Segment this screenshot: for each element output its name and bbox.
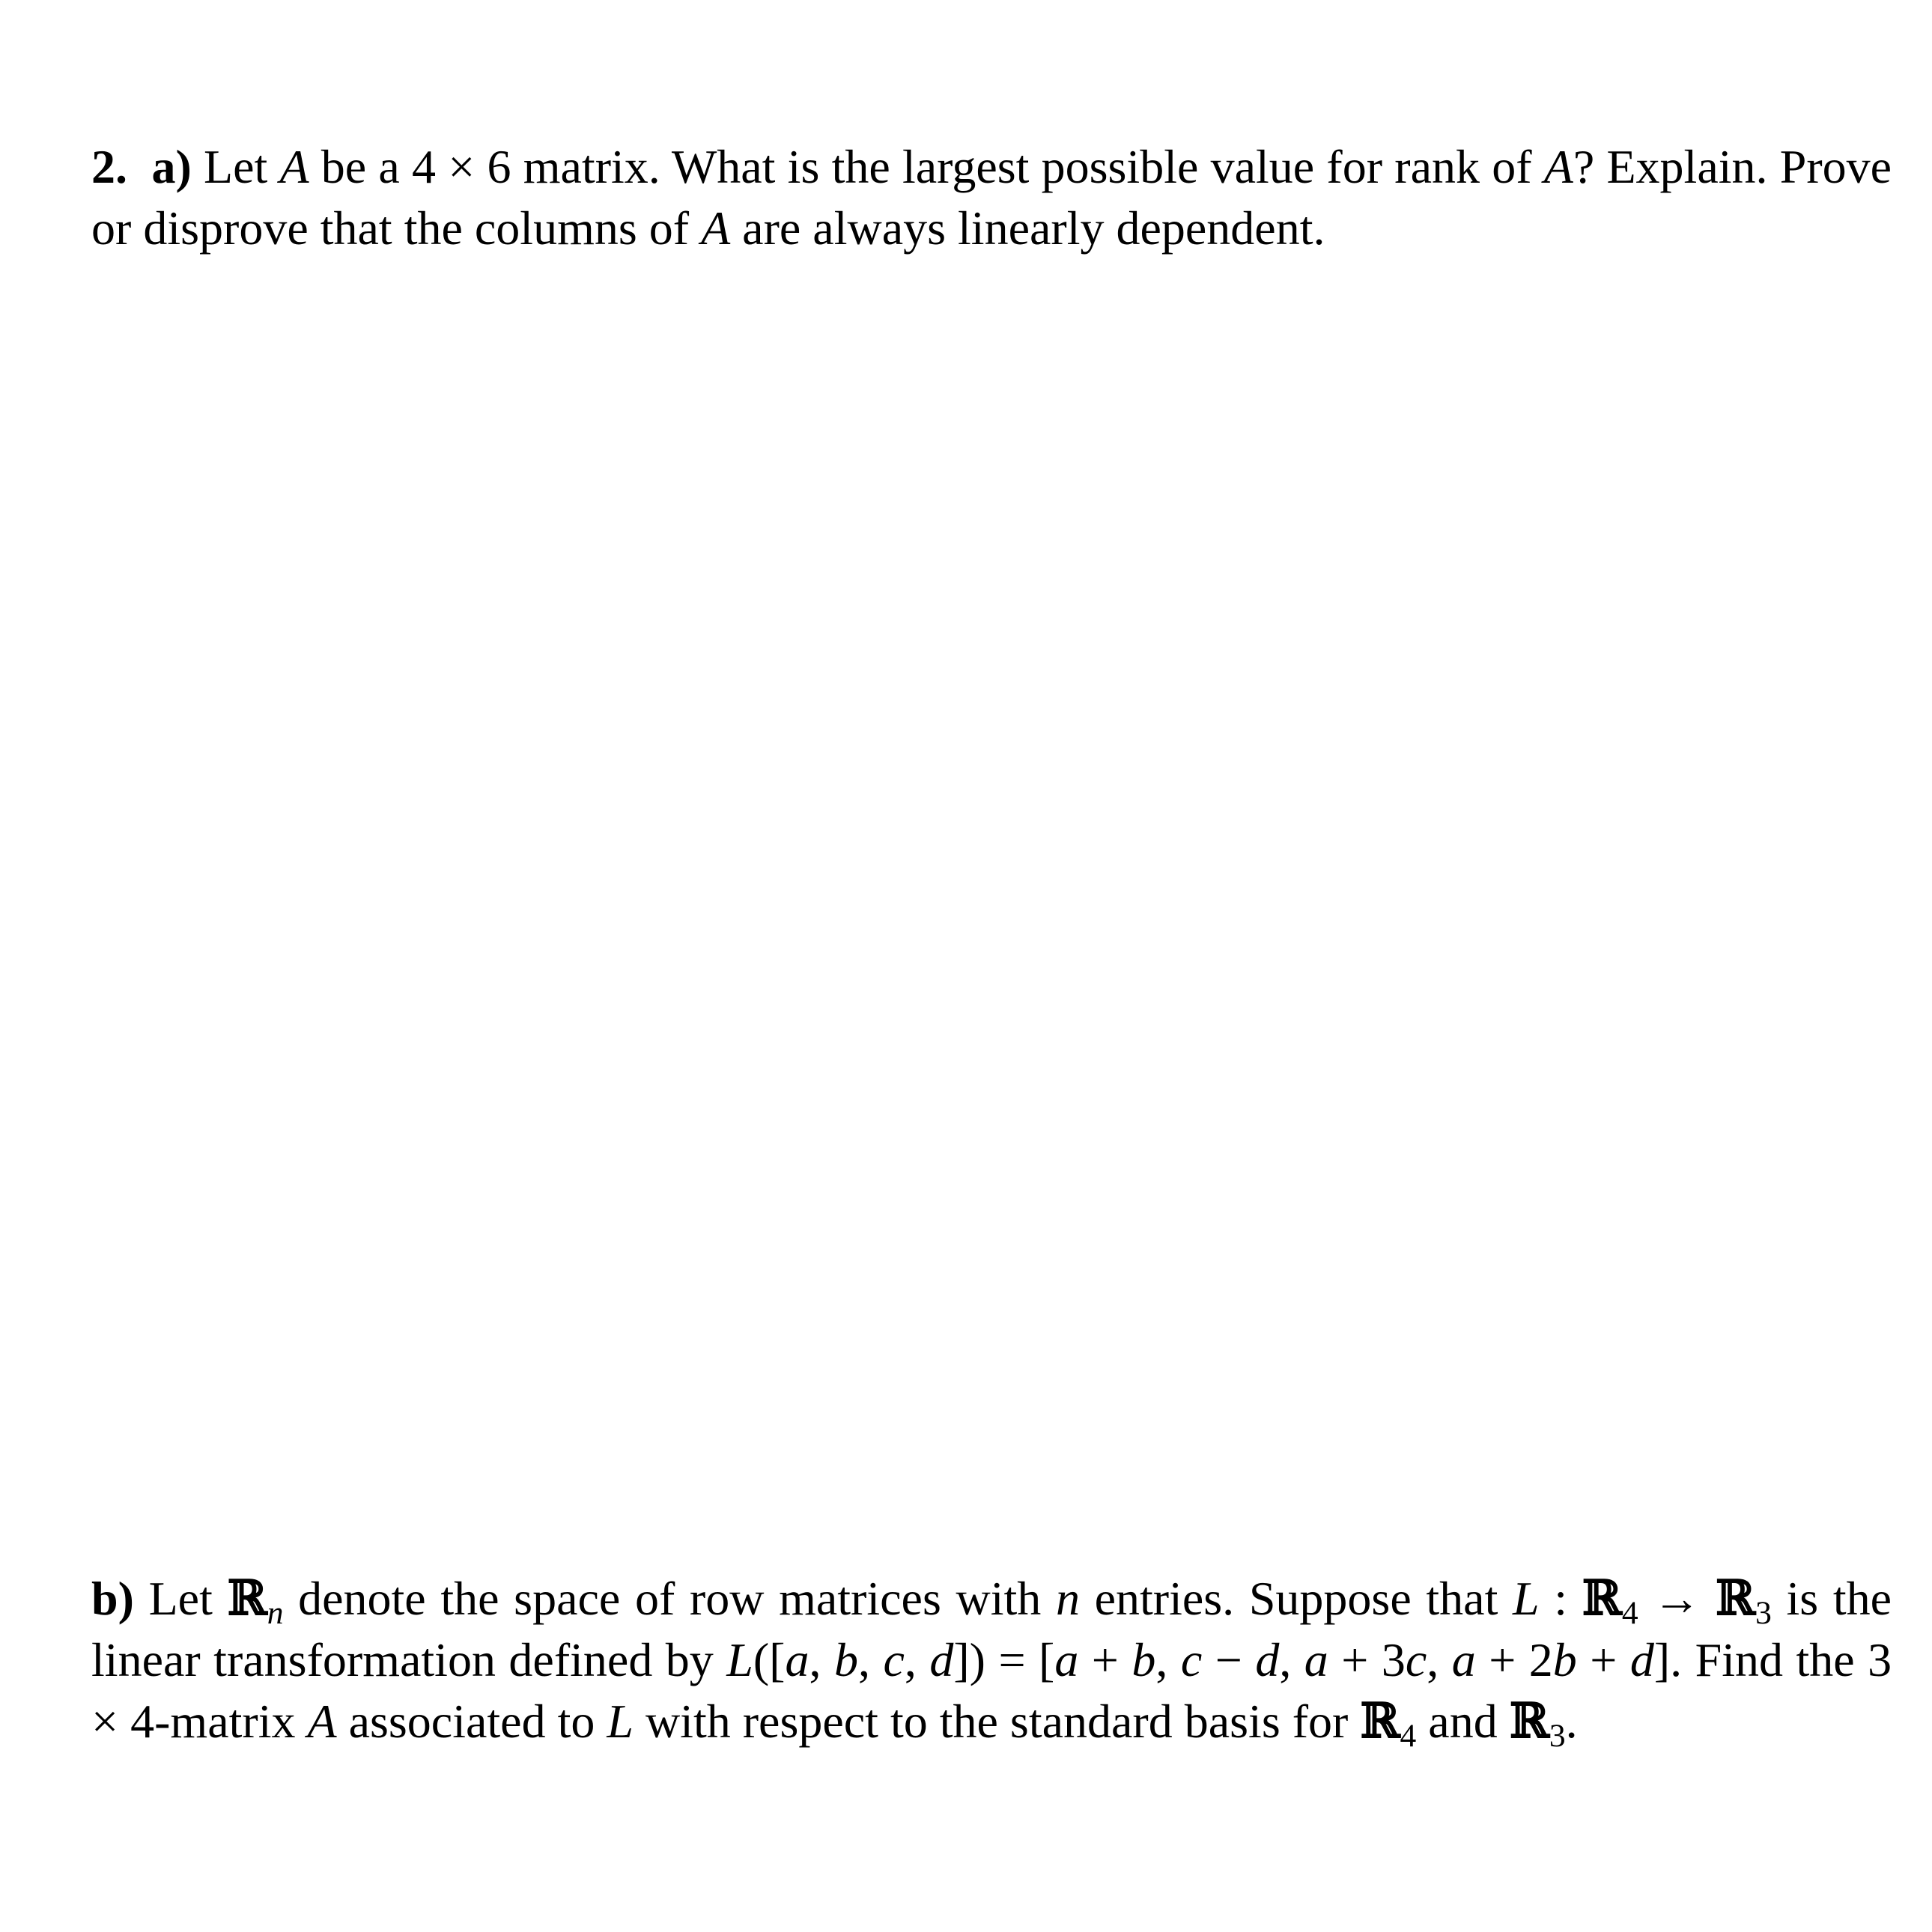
- question-2b: [91, 1568, 1892, 1755]
- part-a-text: Let A be a 4 × 6 matrix. What is the largest possible value for rank of A? Explain. Prove or disprove that the columns of A are always linearly dependent.: [91, 140, 1892, 255]
- part-b-text: Let ℝ$_n$ denote the space of row matrices with n entries. Suppose that L : ℝ$_4$ → ℝ$_3$ is the linear transformation defined by L([a, b, c, d]) = [a + b, c − d, a + 3c, a + 2b + d]. Find the 3 × 4-matrix A associated to L with respect to the standard basis for ℝ$_4$ and ℝ$_3$.: [91, 1570, 1892, 1755]
- part-a-label: a): [151, 140, 192, 193]
- question-2a: [91, 136, 1892, 259]
- part-b-label: b): [91, 1572, 134, 1625]
- question-number: 2.: [91, 140, 127, 193]
